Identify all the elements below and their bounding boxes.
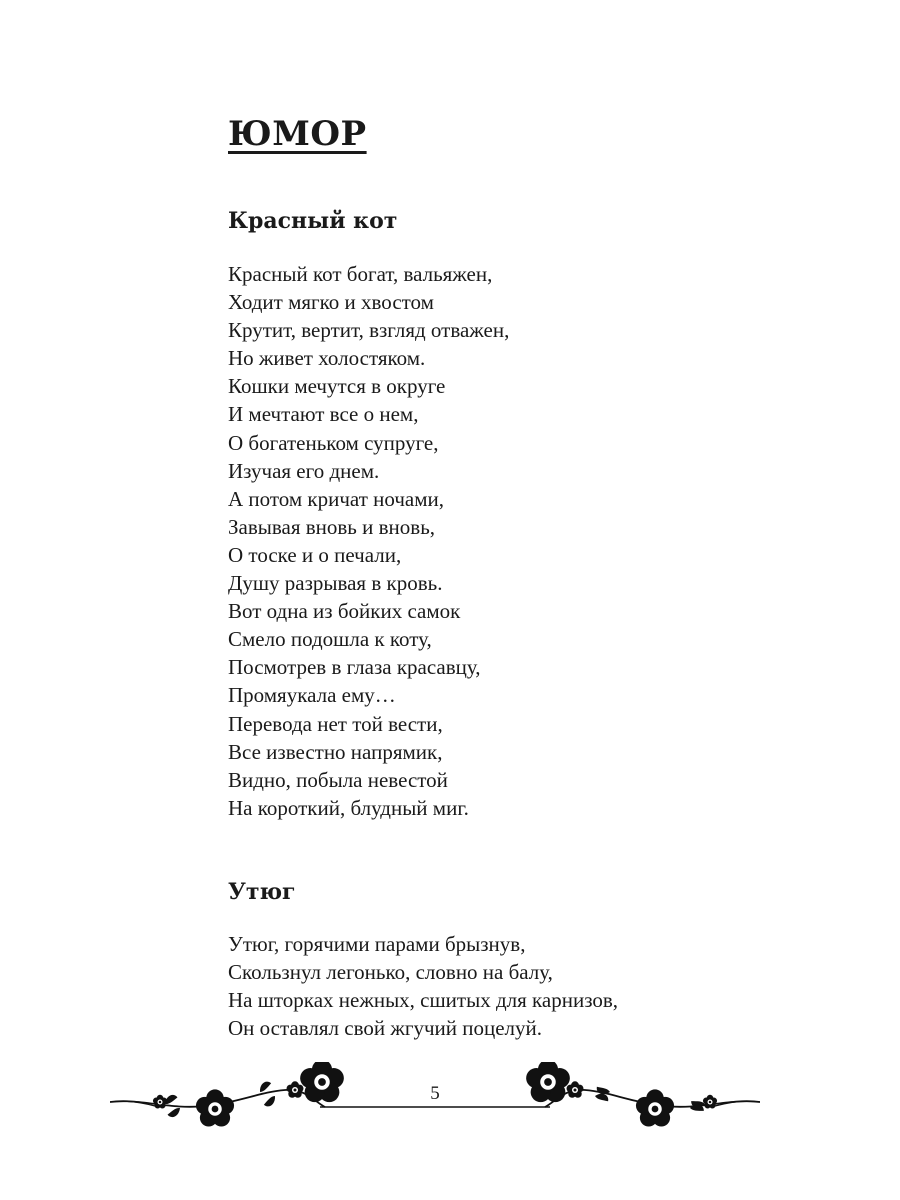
poem-line: Вот одна из бойких самок (228, 599, 461, 624)
poem-line: О богатеньком супруге, (228, 430, 439, 455)
poem-line: На шторках нежных, сшитых для карнизов, (228, 988, 619, 1013)
poem-line: Перевода нет той вести, (228, 711, 443, 736)
poem-line: Смело подошла к коту, (228, 627, 432, 652)
poem-line: Крутит, вертит, взгляд отважен, (228, 318, 510, 343)
poem-line: Ходит мягко и хвостом (228, 290, 434, 315)
poem-line: Душу разрывая в кровь. (228, 571, 443, 596)
poem-line: Но живет холостяком. (228, 346, 426, 371)
poem-lines-iron (228, 930, 618, 1042)
poem-line: На короткий, блудный миг. (228, 795, 469, 820)
poem-line: Видно, побыла невестой (228, 767, 448, 792)
page-number: 5 (430, 1083, 440, 1104)
poem-line: Изучая его днем. (228, 458, 380, 483)
poem-line: Завывая вновь и вновь, (228, 514, 436, 539)
poem-line: А потом кричат ночами, (228, 486, 444, 511)
poem-line: Посмотрев в глаза красавцу, (228, 655, 481, 680)
poem-line: Кошки мечутся в округе (228, 374, 446, 399)
poem-line: Он оставлял свой жгучий поцелуй. (228, 1016, 543, 1041)
poem-line: О тоске и о печали, (228, 542, 402, 567)
poem-line: Все известно напрямик, (228, 739, 443, 764)
poem-line: Утюг, горячими парами брызнув, (228, 932, 526, 956)
poem-title-red-cat: Красный кот (228, 208, 398, 234)
poem-title-iron: Утюг (228, 879, 296, 905)
poem-line: Скользнул легонько, словно на балу, (228, 960, 553, 985)
section-title: ЮМОР (228, 114, 367, 154)
poem-line: Промяукала ему… (228, 683, 396, 708)
poem-line: Красный кот богат, вальяжен, (228, 262, 493, 286)
poem-lines-red-cat (228, 260, 509, 822)
poem-line: И мечтают все о нем, (228, 402, 419, 427)
